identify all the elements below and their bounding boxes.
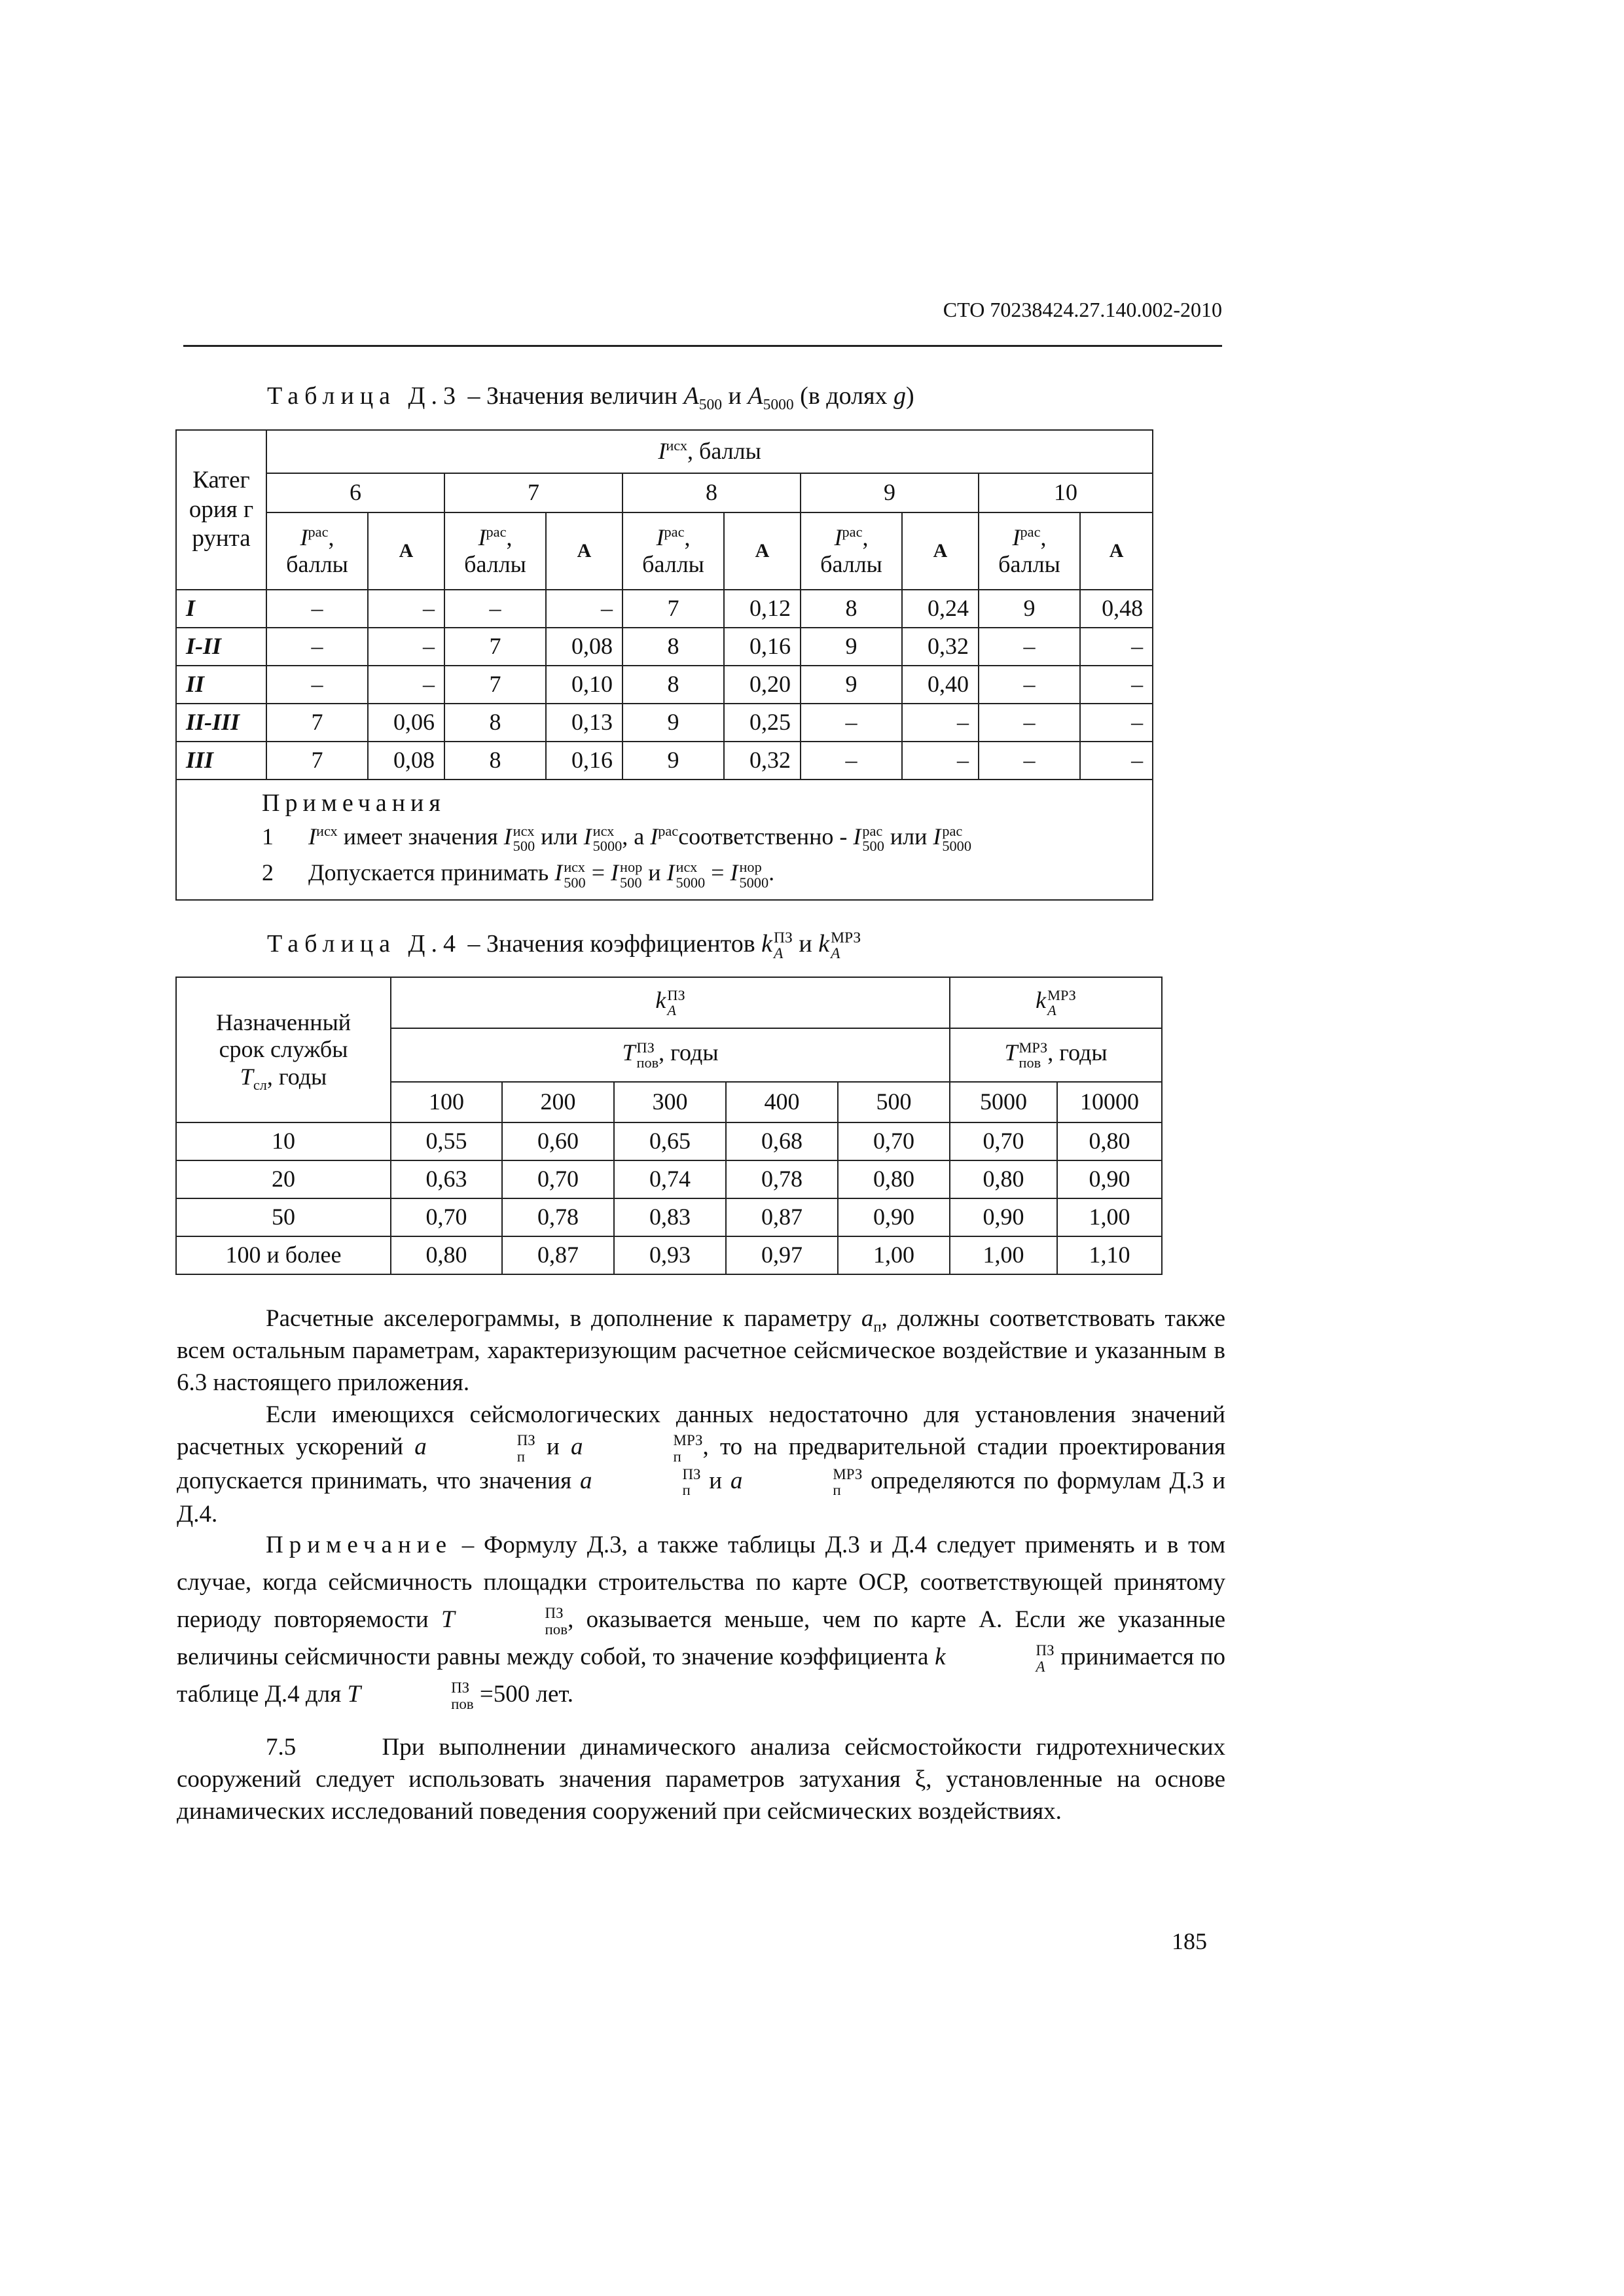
table-cell: 7 [444,666,546,704]
table-cell: 0,80 [1057,1122,1162,1160]
table-cell: – [266,628,368,666]
table-cell: – [979,742,1080,780]
table-cell: – [1080,666,1153,704]
table-cell: – [979,666,1080,704]
iisx-header: $I^{исх}$, баллы [266,430,1153,473]
table-cell: – [902,704,979,742]
table-cell: 0,70 [950,1122,1057,1160]
document-code: СТО 70238424.27.140.002-2010 [943,298,1222,321]
table-cell: – [1080,628,1153,666]
service-life-cell: 20 [176,1160,391,1198]
table-row [176,1198,1162,1236]
table-cell: 0,32 [724,742,801,780]
level-header: 9 [801,473,979,512]
note-paragraph: Примечание – Формулу Д.3, а также таблицы Д.3 и Д.4 следует применять и в том случае, когда сейсмичность площадки строительства по карте ОСР, соответствующей принятому периоду повторяемости T ПЗ пов , оказывается меньше, чем по карте А. Если же указанные величины сейсмичности равны между собой, то значение коэффициента k ПЗ A принимается по таблице Д.4 для T ПЗ пов =500 лет. [177,1532,1226,1712]
ipac-header: $I^{рас}$, баллы [801,512,902,590]
section-7-5: 7.5 При выполнении динамического анализа сейсмостойкости гидротехнических сооружений следует использовать значения параметров затухания ξ, установленные на основе динамических исследований поведения сооружений при сейсмических воздействиях. [177,1734,1225,1825]
table-cell: – [801,704,902,742]
table-cell: 0,83 [614,1198,726,1236]
table-cell: 0,13 [546,704,623,742]
table-cell: – [979,628,1080,666]
table-cell: 9 [801,666,902,704]
table-cell: 0,25 [724,704,801,742]
paragraph-2: Если имеющихся сейсмологических данных недостаточно для установления значений расчетных ускорений a ПЗ п и a МРЗ п , то на предварительной стадии проектирования допускается принимать, что значения a ПЗ п и a МРЗ п определяются по формулам Д.3 и Д.4. [177,1401,1226,1528]
table-cell: 0,80 [838,1160,950,1198]
table-cell: 0,20 [724,666,801,704]
table-cell: – [902,742,979,780]
table-cell: 0,65 [614,1122,726,1160]
table-cell: 9 [801,628,902,666]
notes-title: Примечания [262,789,446,817]
table-cell: 1,00 [838,1236,950,1274]
table-cell: 7 [266,742,368,780]
table-cell: – [368,666,444,704]
a-header: A [724,512,801,590]
category-cell: II-III [176,704,266,742]
table-cell: 0,70 [502,1160,614,1198]
table-d4 [175,977,1163,1275]
category-cell: III [176,742,266,780]
table-cell: 0,90 [1057,1160,1162,1198]
period-header: 10000 [1057,1082,1162,1122]
note-1: 1 $I^{исх}$ имеет значения I исх 500 или I исх 5000 , а $I^{рас}соответственно$ - I рас 500 или I рас 5000 [262,822,971,855]
table-cell: 0,48 [1080,590,1153,628]
table-row [176,1236,1162,1274]
table-cell: 0,08 [368,742,444,780]
table-cell: 8 [444,704,546,742]
table-d3 [175,429,1153,901]
category-cell: I-II [176,628,266,666]
table-cell: 0,32 [902,628,979,666]
ipac-header: $I^{рас}$, баллы [979,512,1080,590]
note-2: 2 Допускается принимать I исх 500 = I нор 500 и I исх 5000 = I нор 5000 . [262,859,775,891]
table-d3-notes [176,780,1153,900]
table-cell: 0,90 [838,1198,950,1236]
period-header: 500 [838,1082,950,1122]
table-cell: 0,74 [614,1160,726,1198]
table-cell: 0,40 [902,666,979,704]
page-number: 185 [1172,1928,1207,1954]
table-cell: 0,90 [950,1198,1057,1236]
kpz-header: k ПЗ A [391,977,950,1028]
table-cell: 0,24 [902,590,979,628]
period-header: 200 [502,1082,614,1122]
period-header: 400 [726,1082,838,1122]
table-cell: 7 [444,628,546,666]
period-header: 300 [614,1082,726,1122]
category-cell: II [176,666,266,704]
table-row [176,666,1153,704]
period-header: 100 [391,1082,502,1122]
ipac-header: $I^{рас}$, баллы [444,512,546,590]
header-rule [183,345,1222,347]
level-header: 6 [266,473,444,512]
table-cell: 0,68 [726,1122,838,1160]
ipac-header: $I^{рас}$, баллы [623,512,724,590]
table-cell: 1,00 [950,1236,1057,1274]
tmrz-header: T МРЗ пов , годы [950,1028,1162,1082]
paragraph-1: Расчетные акселерограммы, в дополнение к параметру $a_п$, должны соответствовать также всем остальным параметрам, характеризующим расчетное сейсмическое воздействие и указанным в 6.3 настоящего приложения. [177,1305,1225,1396]
table-cell: 7 [623,590,724,628]
table-cell: 8 [623,666,724,704]
table-cell: 0,12 [724,590,801,628]
table-row [176,1122,1162,1160]
table-cell: – [1080,742,1153,780]
table-cell: 8 [801,590,902,628]
kmrz-header: k МРЗ A [950,977,1162,1028]
table-cell: 0,78 [726,1160,838,1198]
service-life-cell: 100 и более [176,1236,391,1274]
level-header: 7 [444,473,623,512]
table-cell: 0,10 [546,666,623,704]
table-cell: 0,80 [950,1160,1057,1198]
table-cell: 0,63 [391,1160,502,1198]
table-cell: – [266,590,368,628]
category-cell: I [176,590,266,628]
table-cell: – [546,590,623,628]
table-cell: 0,87 [502,1236,614,1274]
table-d3-caption: Таблица Д.3 – Значения величин $A_{500}$ и $A_{5000}$ (в долях g) [267,382,914,414]
table-cell: 8 [623,628,724,666]
table-cell: 0,93 [614,1236,726,1274]
corner-header: Категория грунта [176,430,266,590]
table-d4-caption: Таблица Д.4 – Значения коэффициентов k ПЗ A и k МРЗ A [267,929,861,963]
table-cell: 0,80 [391,1236,502,1274]
table-cell: – [368,590,444,628]
table-row [176,590,1153,628]
table-cell: 9 [623,704,724,742]
table-row [176,742,1153,780]
table-cell: 0,55 [391,1122,502,1160]
table-cell: 0,16 [546,742,623,780]
table-cell: 0,60 [502,1122,614,1160]
table-cell: 0,97 [726,1236,838,1274]
period-header: 5000 [950,1082,1057,1122]
table-cell: – [1080,704,1153,742]
table-cell: 0,16 [724,628,801,666]
table-cell: 0,70 [391,1198,502,1236]
a-header: A [902,512,979,590]
table-cell: 0,06 [368,704,444,742]
table-cell: – [979,704,1080,742]
table-cell: 8 [444,742,546,780]
table-cell: 0,70 [838,1122,950,1160]
level-header: 8 [623,473,801,512]
table-cell: 1,00 [1057,1198,1162,1236]
table-cell: 1,10 [1057,1236,1162,1274]
table-cell: 0,08 [546,628,623,666]
table-cell: – [266,666,368,704]
table-cell: 0,78 [502,1198,614,1236]
tpz-header: T ПЗ пов , годы [391,1028,950,1082]
table-cell: 9 [979,590,1080,628]
a-header: A [1080,512,1153,590]
a-header: A [368,512,444,590]
table-cell: 7 [266,704,368,742]
service-life-cell: 50 [176,1198,391,1236]
table-row [176,628,1153,666]
service-life-cell: 10 [176,1122,391,1160]
table-cell: 0,87 [726,1198,838,1236]
table-row [176,1160,1162,1198]
table-cell: – [444,590,546,628]
table-cell: 9 [623,742,724,780]
table-cell: – [801,742,902,780]
table-cell: – [368,628,444,666]
level-header: 10 [979,473,1153,512]
corner-header: Назначенный срок службы $T_{сл}$, годы [176,977,391,1122]
ipac-header: $I^{рас}$, баллы [266,512,368,590]
table-row [176,704,1153,742]
a-header: A [546,512,623,590]
